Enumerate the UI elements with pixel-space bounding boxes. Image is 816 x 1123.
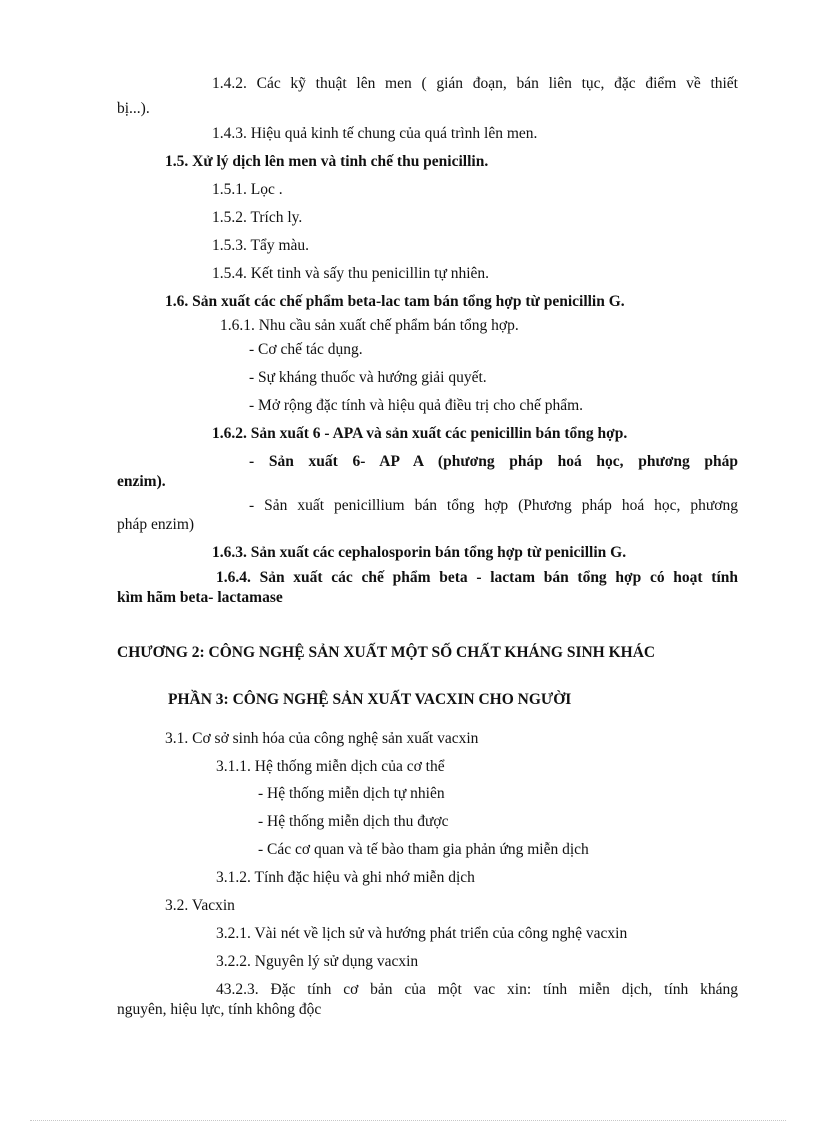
item-3-2-1: 3.2.1. Vài nét về lịch sử và hướng phát triển của công nghệ vacxin: [216, 925, 628, 942]
bullet-resistance: - Sự kháng thuốc và hướng giải quyết.: [249, 369, 487, 386]
item-3-2: 3.2. Vacxin: [165, 897, 235, 914]
bullet-penicillium: - Sản xuất penicillium bán tổng hợp (Phương pháp hoá học, phương: [249, 497, 738, 514]
chapter-2-title: CHƯƠNG 2: CÔNG NGHỆ SẢN XUẤT MỘT SỐ CHẤT KHÁNG SINH KHÁC: [117, 644, 656, 661]
bullet-6apa: - Sản xuất 6- AP A (phương pháp hoá học, phương pháp: [249, 453, 738, 470]
item-1-5-2: 1.5.2. Trích ly.: [212, 209, 303, 226]
item-1-5-3: 1.5.3. Tẩy màu.: [212, 237, 310, 254]
item-3-1: 3.1. Cơ sở sinh hóa của công nghệ sản xuất vacxin: [165, 730, 479, 747]
item-1-5-4: 1.5.4. Kết tinh và sấy thu penicillin tự nhiên.: [212, 265, 490, 282]
heading-1-6: 1.6. Sản xuất các chế phẩm beta-lac tam bán tổng hợp từ penicillin G.: [165, 293, 625, 310]
heading-1-5: 1.5. Xử lý dịch lên men và tinh chế thu penicillin.: [165, 153, 489, 170]
item-1-4-3: 1.4.3. Hiệu quả kinh tế chung của quá trình lên men.: [212, 125, 538, 142]
item-1-6-3: 1.6.3. Sản xuất các cephalosporin bán tổng hợp từ penicillin G.: [212, 544, 627, 561]
item-1-6-4: 1.6.4. Sản xuất các chế phẩm beta - lactam bán tổng hợp có hoạt tính: [216, 569, 738, 586]
item-1-5-1: 1.5.1. Lọc .: [212, 181, 283, 198]
item-1-4-2-cont: bị...).: [117, 100, 150, 117]
item-3-2-2: 3.2.2. Nguyên lý sử dụng vacxin: [216, 953, 419, 970]
page-bottom-rule: [30, 1120, 786, 1121]
bullet-immune-organs: - Các cơ quan và tế bào tham gia phản ứng miễn dịch: [258, 841, 589, 858]
bullet-penicillium-cont: pháp enzim): [117, 516, 195, 533]
item-1-6-4-cont: kìm hãm beta- lactamase: [117, 589, 283, 606]
bullet-mechanism: - Cơ chế tác dụng.: [249, 341, 363, 358]
item-3-1-1: 3.1.1. Hệ thống miễn dịch của cơ thể: [216, 758, 445, 775]
item-1-6-2: 1.6.2. Sản xuất 6 - APA và sản xuất các penicillin bán tổng hợp.: [212, 425, 628, 442]
item-3-1-2: 3.1.2. Tính đặc hiệu và ghi nhớ miễn dịch: [216, 869, 475, 886]
item-1-6-1: 1.6.1. Nhu cầu sản xuất chế phẩm bán tổng hợp.: [220, 317, 519, 334]
item-3-2-3: 43.2.3. Đặc tính cơ bản của một vac xin: tính miễn dịch, tính kháng: [216, 981, 738, 998]
bullet-innate-immunity: - Hệ thống miễn dịch tự nhiên: [258, 785, 445, 802]
bullet-6apa-cont: enzim).: [117, 473, 166, 490]
bullet-extend: - Mở rộng đặc tính và hiệu quả điều trị cho chế phẩm.: [249, 397, 584, 414]
part-3-title: PHẦN 3: CÔNG NGHỆ SẢN XUẤT VACXIN CHO NGƯỜI: [168, 691, 572, 708]
bullet-acquired-immunity: - Hệ thống miễn dịch thu được: [258, 813, 449, 830]
item-3-2-3-cont: nguyên, hiệu lực, tính không độc: [117, 1001, 322, 1018]
item-1-4-2: 1.4.2. Các kỹ thuật lên men ( gián đoạn, bán liên tục, đặc điểm về thiết: [212, 75, 738, 92]
